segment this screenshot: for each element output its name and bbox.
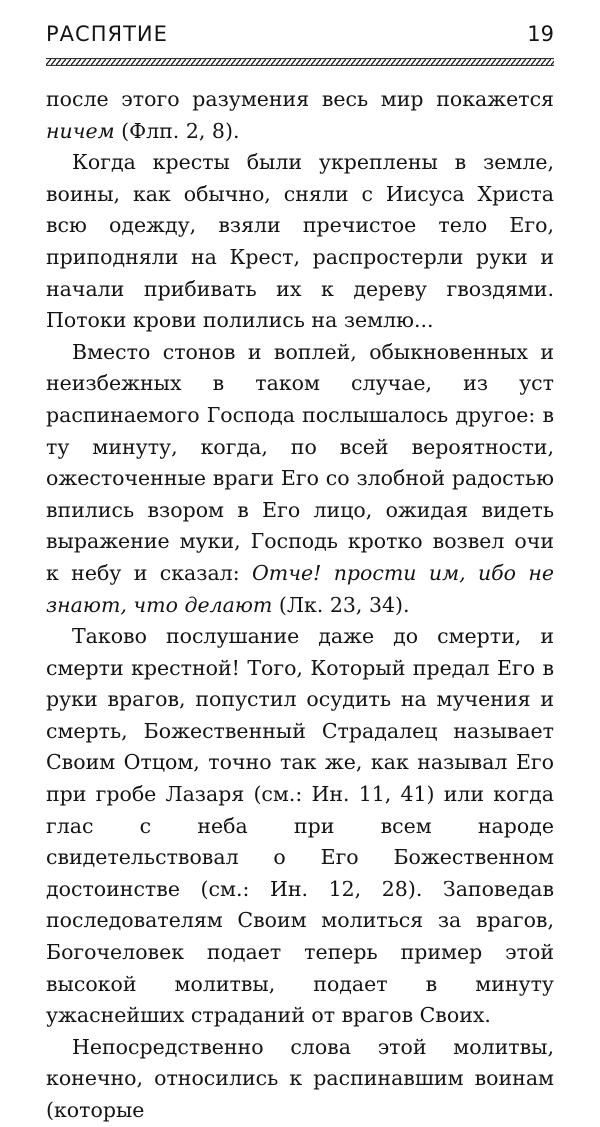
page-number: 19 (527, 22, 554, 46)
paragraph-5 (46, 1032, 554, 1127)
body-text (46, 84, 554, 1127)
paragraph-1-text: после этого разумения весь мир покажется (46, 87, 554, 111)
paragraph-1 (46, 84, 554, 147)
page-header (46, 22, 554, 46)
header-rule (46, 58, 554, 66)
paragraph-2 (46, 147, 554, 337)
paragraph-3-emphasis: Отче! прости им, ибо не знают, что делают (46, 560, 554, 617)
paragraph-3-reference: (Лк. 23, 34). (272, 592, 410, 617)
paragraph-3 (46, 337, 554, 621)
running-title: РАСПЯТИЕ (46, 22, 168, 46)
paragraph-5-text: Непосредственно слова этой молитвы, конечно, относились к распинавшим воинам (которые (46, 1034, 554, 1122)
paragraph-4 (46, 621, 554, 1032)
paragraph-4-text: Таково послушание даже до смерти, и смерти крестной! Того, Который предал Его в руки врагов, попустил осудить на мучения и смерть, Божественный Страдалец называет Своим Отцом, точно так же, как называл Его при гробе Лазаря (см.: Ин. 11, 41) или когда глас с неба при всем народе свидетельствовал о Его Божественном достоинстве (см.: Ин. 12, 28). Заповедав последователям Своим молиться за врагов, Богочеловек подает теперь пример этой высокой молитвы, подает в минуту ужаснейших страданий от врагов Своих. (46, 624, 554, 1028)
paragraph-1-reference: (Флп. 2, 8). (114, 118, 240, 143)
decorative-rope-rule (46, 58, 554, 66)
paragraph-1-emphasis: ничем (46, 118, 115, 143)
paragraph-2-text: Когда кресты были укреплены в земле, воины, как обычно, сняли с Иисуса Христа всю одежду, взяли пречистое тело Его, приподняли на Крест, распростерли руки и начали прибивать их к дереву гвоздями. Потоки крови полились на землю... (46, 150, 554, 333)
paragraph-3-text: Вместо стонов и воплей, обыкновенных и неизбежных в таком случае, из уст распинаемого Господа послышалось другое: в ту минуту, когда, по всей вероятности, ожесточенные враги Его со злобной радостью впились взором в Его лицо, ожидая видеть выражение муки, Господь кротко возвел очи к небу и сказал: (46, 339, 554, 585)
